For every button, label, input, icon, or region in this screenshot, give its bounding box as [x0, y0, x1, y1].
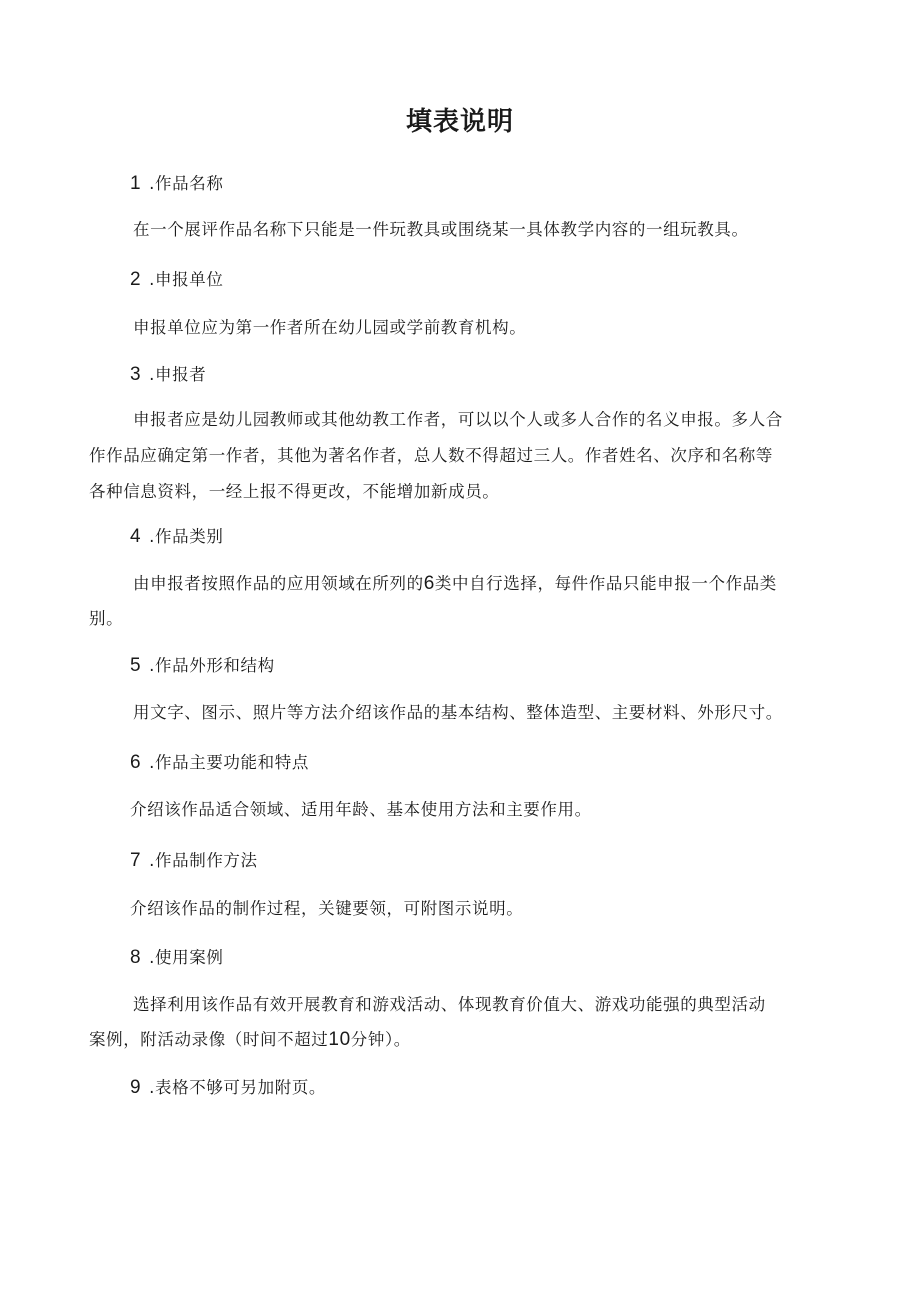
section-heading-4 — [130, 526, 223, 548]
body-text: 案例，附活动录像（时间不超过 — [89, 1030, 329, 1049]
section-heading-3 — [130, 364, 206, 386]
body-text: 类中自行选择，每件作品只能申报一个作品类 — [434, 574, 777, 593]
section-title: .申报者 — [149, 365, 207, 384]
section-heading-5 — [130, 655, 275, 677]
section-body-8-line-1: 选择利用该作品有效开展教育和游戏活动、体现教育价值大、游戏功能强的典型活动 — [133, 995, 766, 1014]
section-title: .作品类别 — [149, 527, 224, 546]
section-body-3-line-1: 申报者应是幼儿园教师或其他幼教工作者，可以以个人或多人合作的名义申报。多人合 — [133, 410, 783, 429]
section-number: 8 — [130, 947, 142, 968]
section-number: 7 — [130, 850, 142, 871]
section-title: .作品制作方法 — [149, 851, 258, 870]
section-title: .使用案例 — [149, 948, 224, 967]
section-body-1-line-1: 在一个展评作品名称下只能是一件玩教具或围绕某一具体教学内容的一组玩教具。 — [133, 220, 749, 239]
section-number: 4 — [130, 526, 142, 547]
section-body-8-line-2 — [89, 1029, 411, 1051]
section-body-4-line-1 — [133, 573, 777, 595]
section-body-7-line-1: 介绍该作品的制作过程，关键要领，可附图示说明。 — [130, 899, 524, 918]
section-body-3-line-3: 各种信息资料，一经上报不得更改，不能增加新成员。 — [89, 482, 500, 501]
section-number: 3 — [130, 364, 142, 385]
section-heading-9 — [130, 1077, 326, 1099]
section-body-5-line-1: 用文字、图示、照片等方法介绍该作品的基本结构、整体造型、主要材料、外形尺寸。 — [133, 703, 783, 722]
section-title: .申报单位 — [149, 270, 224, 289]
section-title: .作品外形和结构 — [149, 656, 275, 675]
section-number: 9 — [130, 1077, 142, 1098]
section-heading-2 — [130, 269, 223, 291]
body-text: 由申报者按照作品的应用领域在所列的 — [133, 574, 424, 593]
section-body-3-line-2: 作作品应确定第一作者，其他为著名作者，总人数不得超过三人。作者姓名、次序和名称等 — [89, 446, 773, 465]
section-number: 1 — [130, 173, 142, 194]
body-number: 6 — [423, 573, 435, 594]
section-number: 5 — [130, 655, 142, 676]
section-heading-8 — [130, 947, 223, 969]
section-number: 6 — [130, 752, 142, 773]
section-title: .表格不够可另加附页。 — [149, 1078, 327, 1097]
section-body-6-line-1: 介绍该作品适合领域、适用年龄、基本使用方法和主要作用。 — [130, 800, 592, 819]
section-body-2-line-1: 申报单位应为第一作者所在幼儿园或学前教育机构。 — [133, 318, 527, 337]
body-text: 分钟）。 — [350, 1030, 411, 1049]
body-number: 10 — [328, 1029, 351, 1050]
section-heading-7 — [130, 850, 258, 872]
section-title: .作品名称 — [149, 174, 224, 193]
page-title: 填表说明 — [405, 107, 514, 137]
section-heading-6 — [130, 752, 309, 774]
section-title: .作品主要功能和特点 — [149, 753, 309, 772]
section-number: 2 — [130, 269, 142, 290]
section-body-4-line-2: 别。 — [89, 609, 124, 628]
section-heading-1 — [130, 173, 223, 195]
